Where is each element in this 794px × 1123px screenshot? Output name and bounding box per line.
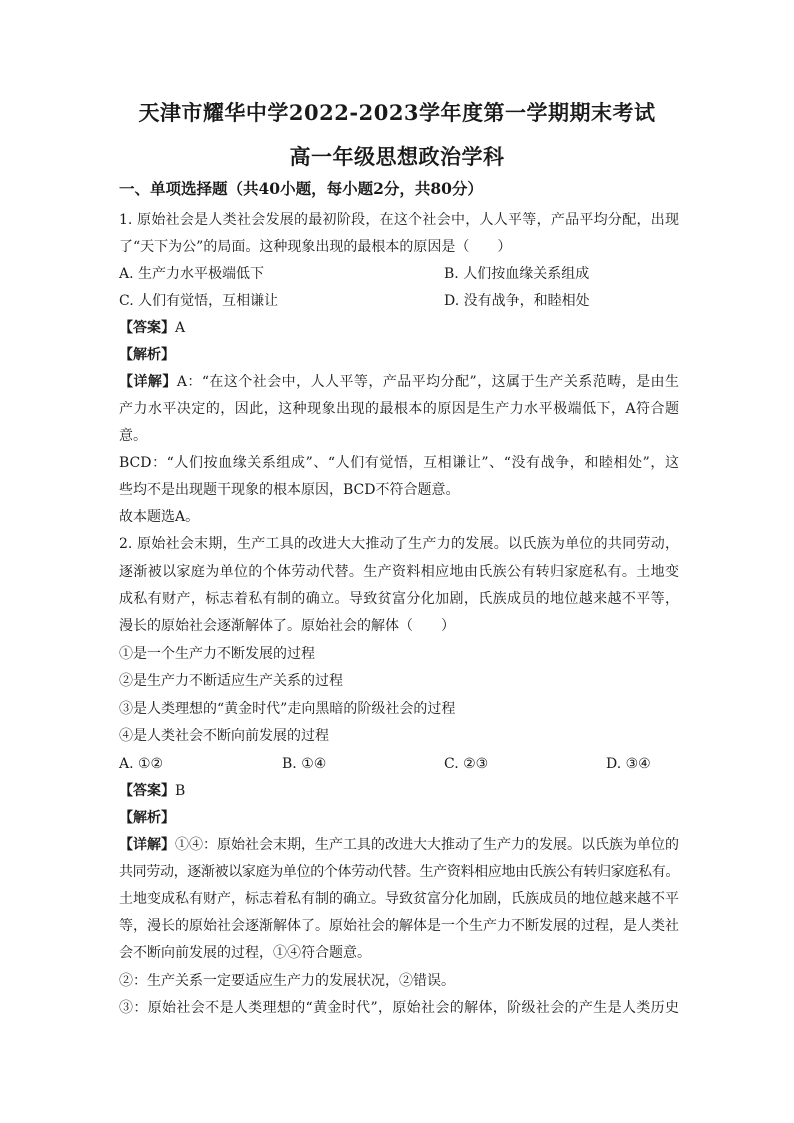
q1-detail-line4: BCD：“人们按血缘关系组成”、“人们有觉悟，互相谦让”、“没有战争，和睦相处”，这 [119, 455, 679, 471]
q2-item-2: ②是生产力不断适应生产关系的过程 [119, 673, 343, 689]
q2-detail-line1 [119, 836, 679, 854]
exam-title: 天津市耀华中学2022-2023学年度第一学期期末考试 [138, 100, 656, 125]
q2-detail-line3: 土地变成私有财产，标志着私有制的确立。导致贫富分化加剧，氏族成员的地位越来越不平 [119, 891, 679, 907]
detail-text: ①④：原始社会末期，生产工具的改进大大推动了生产力的发展。以氏族为单位的 [175, 837, 679, 853]
q2-answer [119, 782, 679, 800]
q1-option-c: C. 人们有觉悟，互相谦让 [119, 293, 279, 309]
q2-analysis-tag: 【解析】 [119, 810, 175, 826]
q1-option-a: A. 生产力水平极端低下 [119, 266, 265, 282]
q1-stem-line1: 1. 原始社会是人类社会发展的最初阶段，在这个社会中，人人平等，产品平均分配，出现 [119, 212, 679, 228]
q2-option-d: D. ③④ [606, 756, 651, 772]
detail-tag: 【详解】 [119, 837, 175, 853]
q2-stem-line3: 成私有财产，标志着私有制的确立。导致贫富分化加剧，氏族成员的地位越来越不平等， [119, 591, 679, 607]
detail-text: A：“在这个社会中，人人平等，产品平均分配”，这属于生产关系范畴，是由生 [176, 374, 679, 390]
q2-option-b: B. ①④ [282, 756, 327, 772]
detail-tag: 【详解】 [119, 374, 177, 390]
q1-option-b: B. 人们按血缘关系组成 [444, 266, 590, 282]
answer-tag: 【答案】 [119, 320, 175, 336]
q1-conclusion: 故本题选A。 [119, 509, 200, 525]
q1-detail-line5: 些均不是出现题干现象的根本原因，BCD不符合题意。 [119, 482, 460, 498]
q2-detail-line2: 共同劳动，逐渐被以家庭为单位的个体劳动代替。生产资料相应地由氏族公有转归家庭私有。 [119, 864, 679, 880]
q1-option-d: D. 没有战争，和睦相处 [444, 293, 590, 309]
q1-detail-line1 [119, 373, 679, 391]
q2-stem-line2: 逐渐被以家庭为单位的个体劳动代替。生产资料相应地由氏族公有转归家庭私有。土地变 [119, 564, 679, 580]
q2-detail-line6: ②：生产关系一定要适应生产力的发展状况，②错误。 [119, 973, 455, 989]
q2-detail-line4: 等，漫长的原始社会逐渐解体了。原始社会的解体是一个生产力不断发展的过程，是人类社 [119, 918, 679, 934]
q2-item-4: ④是人类社会不断向前发展的过程 [119, 728, 329, 744]
section-heading: 一、单项选择题（共40小题，每小题2分，共80分） [119, 179, 483, 198]
exam-subtitle: 高一年级思想政治学科 [289, 144, 505, 169]
q2-item-3: ③是人类理想的“黄金时代”走向黑暗的阶级社会的过程 [119, 701, 456, 717]
q2-item-1: ①是一个生产力不断发展的过程 [119, 646, 315, 662]
q2-option-a: A. ①② [119, 756, 164, 772]
q2-stem-line1: 2. 原始社会末期，生产工具的改进大大推动了生产力的发展。以氏族为单位的共同劳动， [119, 536, 679, 552]
q2-stem-line4: 漫长的原始社会逐渐解体了。原始社会的解体（ ） [119, 618, 455, 634]
q1-detail-line2: 产力水平决定的，因此，这种现象出现的最根本的原因是生产力水平极端低下，A符合题 [119, 401, 679, 417]
q2-option-c: C. ②③ [444, 756, 489, 772]
q1-answer [119, 319, 679, 337]
q2-detail-line7: ③：原始社会不是人类理想的“黄金时代”，原始社会的解体，阶级社会的产生是人类历史 [119, 1000, 679, 1016]
q1-stem-line2: 了“天下为公”的局面。这种现象出现的最根本的原因是（ ） [119, 239, 512, 255]
q2-detail-line5: 会不断向前发展的过程，①④符合题意。 [119, 945, 371, 961]
answer-value: B [175, 783, 186, 799]
answer-tag: 【答案】 [119, 783, 175, 799]
answer-value: A [175, 320, 186, 336]
q1-detail-line3: 意。 [119, 428, 147, 444]
q1-analysis-tag: 【解析】 [119, 347, 175, 363]
